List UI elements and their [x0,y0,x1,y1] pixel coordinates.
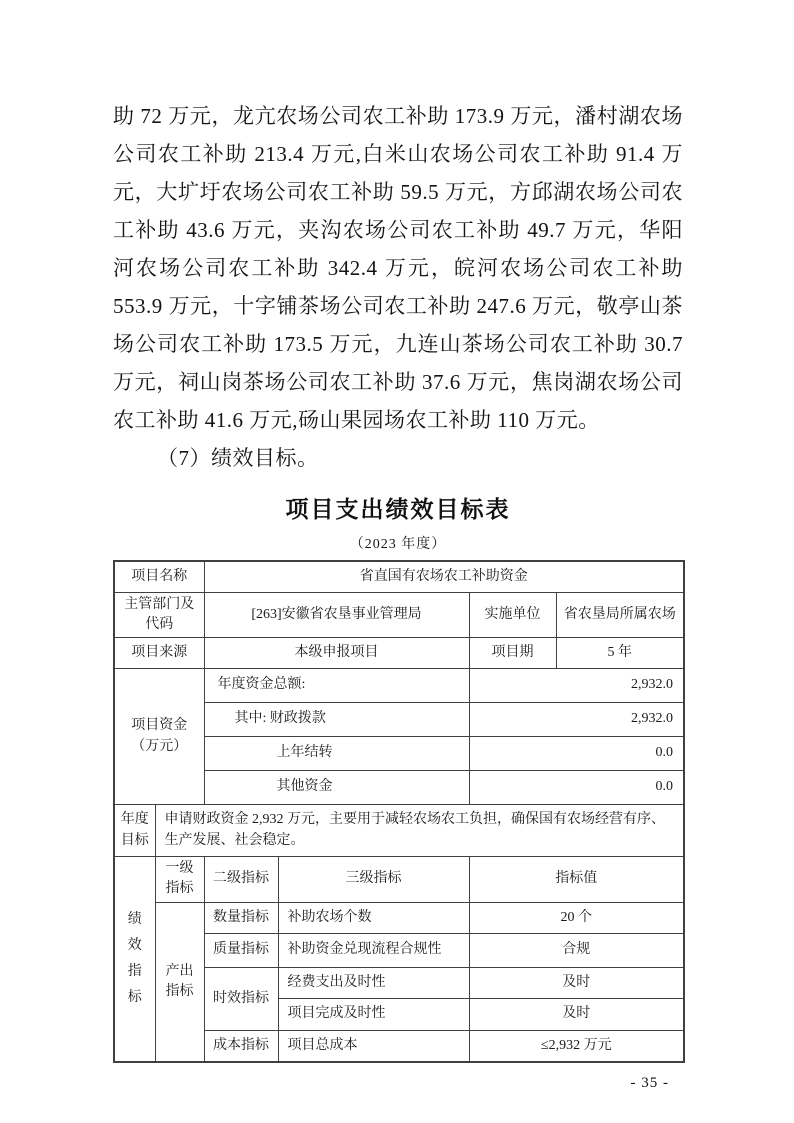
perf-indicator-label [114,857,155,1063]
source-label: 项目来源 [114,638,204,669]
page-number: - 35 - [630,1075,669,1092]
performance-target-table [113,560,685,1063]
annual-goal-text: 申请财政资金 2,932 万元，主要用于减轻农场农工负担，确保国有农场经营有序、生产发展、社会稳定。 [155,805,684,857]
indicator-l3: 补助资金兑现流程合规性 [278,933,469,967]
impl-unit-label: 实施单位 [469,592,556,638]
table-subtitle: （2023 年度） [349,537,447,552]
fund-total-label: 年度资金总额: [204,669,469,703]
indicator-l3: 项目完成及时性 [278,998,469,1030]
indicator-value: 及时 [469,967,684,998]
annual-goal-label: 年度目标 [114,805,155,857]
header-value: 指标值 [469,857,684,903]
indicator-value: 20 个 [469,902,684,933]
fund-total-value: 2,932.0 [469,669,684,703]
funds-label-line2: （万元） [131,738,188,754]
table-row-quantity [114,902,684,933]
paragraph-subsidy-figures: 助 72 万元，龙亢农场公司农工补助 173.9 万元，潘村湖农场公司农工补助 213.4 万元,白米山农场公司农工补助 91.4 万元，大圹圩农场公司农工补助 59.5 万元，方邱湖农场公司农工补助 43.6 万元，夹沟农场公司农工补助 49.7 万元，华阳河农场公司农工补助 342.4 万元，皖河农场公司农工补助 553.9 万元，十字铺茶场公司农工补助 247.6 万元，敬亭山茶场公司农工补助 173.5 万元，九连山茶场公司农工补助 30.7 万元，祠山岗茶场公司农工补助 37.6 万元，焦岗湖农场公司农工补助 41.6 万元,砀山果园场农工补助 110 万元。 [113,104,683,432]
fund-carryover-value: 0.0 [469,737,684,771]
indicator-l2: 时效指标 [204,967,278,1030]
paragraph-performance-goal: （7）绩效目标。 [157,446,319,470]
department-value: [263]安徽省农垦事业管理局 [204,592,469,638]
indicator-l2: 数量指标 [204,902,278,933]
funds-label-line1: 项目资金 [131,718,188,734]
table-row-fund-total [114,669,684,703]
fund-carryover-label: 上年结转 [204,737,469,771]
fund-other-value: 0.0 [469,771,684,805]
period-label: 项目期 [469,638,556,669]
table-row-source [114,638,684,669]
project-name-label: 项目名称 [114,561,204,592]
table-row-annual-goal [114,805,684,857]
fund-fiscal-value: 2,932.0 [469,703,684,737]
indicator-l3: 项目总成本 [278,1030,469,1062]
header-level3: 三级指标 [278,857,469,903]
source-value: 本级申报项目 [204,638,469,669]
department-label: 主管部门及代码 [114,592,204,638]
impl-unit-value: 省农垦局所属农场 [556,592,684,638]
output-indicator-label: 产出指标 [155,902,204,1062]
indicator-value: 及时 [469,998,684,1030]
fund-other-label: 其他资金 [204,771,469,805]
indicator-l3: 补助农场个数 [278,902,469,933]
perf-indicator-label-text: 绩效指标 [127,912,142,1006]
project-name-value: 省直国有农场农工补助资金 [204,561,684,592]
funds-label [114,669,204,805]
table-title: 项目支出绩效目标表 [285,496,511,522]
period-value: 5 年 [556,638,684,669]
indicator-l3: 经费支出及时性 [278,967,469,998]
indicator-l2: 质量指标 [204,933,278,967]
table-row-project-name [114,561,684,592]
table-row-department [114,592,684,638]
fund-fiscal-label: 其中: 财政拨款 [204,703,469,737]
indicator-value: 合规 [469,933,684,967]
table-row-indicator-header [114,857,684,903]
header-level2: 二级指标 [204,857,278,903]
indicator-value: ≤2,932 万元 [469,1030,684,1062]
header-level1: 一级指标 [155,857,204,903]
indicator-l2: 成本指标 [204,1030,278,1062]
